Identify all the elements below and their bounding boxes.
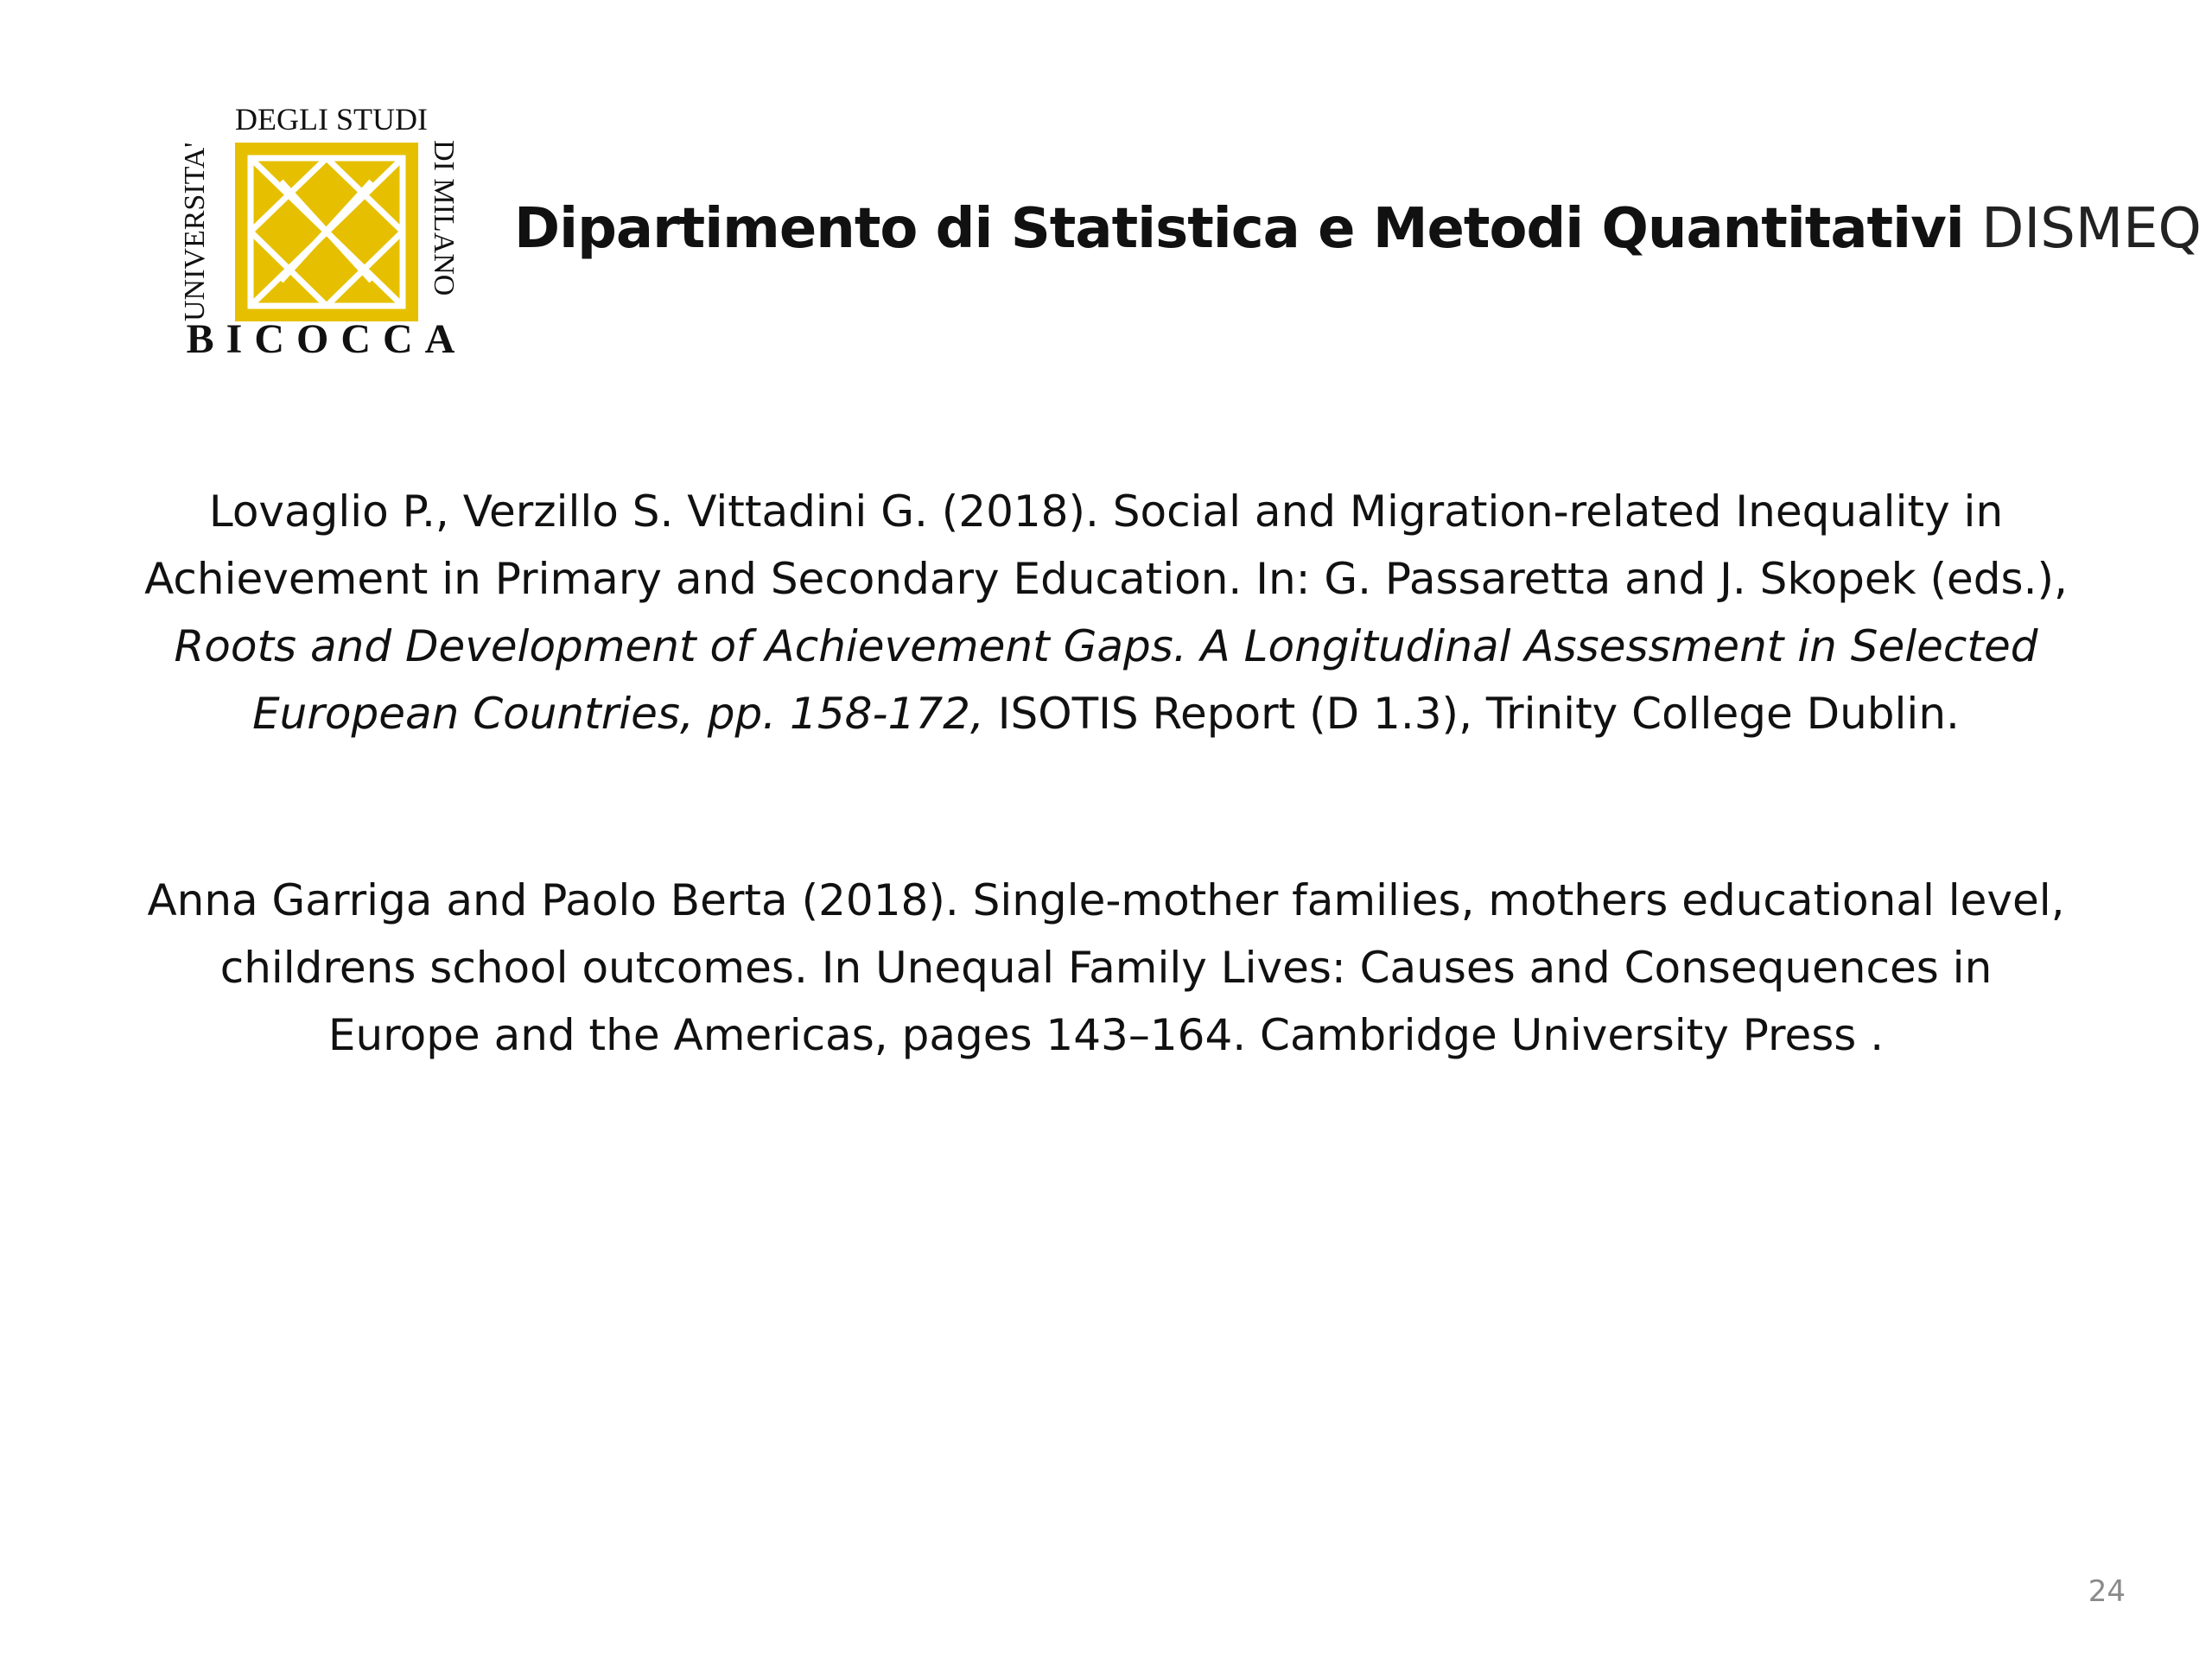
university-logo (173, 95, 467, 354)
logo-right-text: DI MILANO (428, 140, 460, 296)
reference-text: childrens school outcomes. In Unequal Family Lives: Causes and Consequences in (219, 943, 1993, 993)
reference-text: Anna Garriga and Paolo Berta (2018). Single-mother families, mothers educational level, (147, 875, 2065, 925)
reference-line (0, 1001, 2212, 1069)
reference-line (0, 680, 2212, 747)
logo-bottom-text: BICOCCA (186, 316, 467, 354)
department-title-bold: Dipartimento di Statistica e Metodi Quantitativi (514, 197, 1964, 261)
reference-line (0, 613, 2212, 680)
page-number: 24 (2088, 1574, 2126, 1609)
bicocca-logo-icon (173, 95, 467, 354)
department-acronym: DISMEQ (1981, 197, 2202, 261)
reference-line (0, 934, 2212, 1001)
reference-italic-text: Roots and Development of Achievement Gaps. A Longitudinal Assessment in Selected (174, 621, 2038, 671)
reference-line (0, 545, 2212, 613)
logo-top-text: DEGLI STUDI (235, 102, 428, 137)
reference-1 (0, 478, 2212, 747)
reference-italic-text: European Countries, pp. 158-172, (252, 689, 984, 739)
reference-text: Europe and the Americas, pages 143–164. Cambridge University Press . (327, 1010, 1885, 1060)
reference-line (0, 478, 2212, 545)
reference-2 (0, 867, 2212, 1069)
reference-text: Achievement in Primary and Secondary Education. In: G. Passaretta and J. Skopek (eds.), (144, 554, 2068, 604)
logo-left-text: UNIVERSITA' (179, 142, 211, 321)
reference-text: ISOTIS Report (D 1.3), Trinity College Dublin. (983, 689, 1960, 739)
department-title (514, 186, 2202, 272)
reference-line (0, 867, 2212, 934)
reference-text: Lovaglio P., Verzillo S. Vittadini G. (2018). Social and Migration-related Inequality in (208, 486, 2004, 537)
